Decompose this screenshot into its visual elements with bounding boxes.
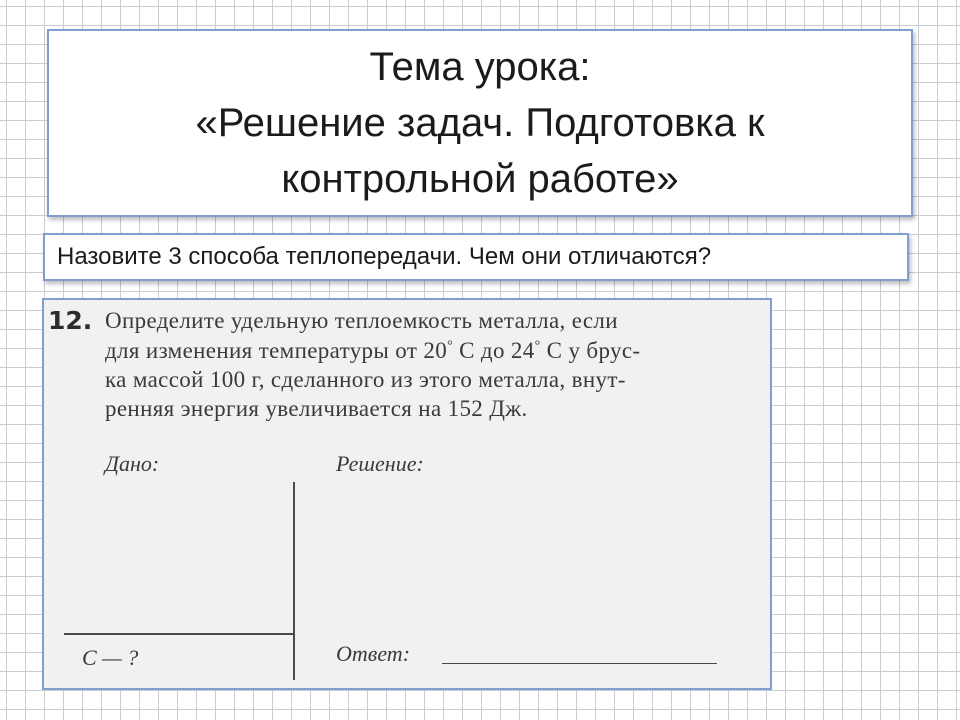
given-divider-vertical (293, 482, 295, 680)
solution-label: Решение: (336, 451, 424, 476)
degree-sign-1: ° (447, 338, 454, 354)
answer-label: Ответ: (336, 641, 411, 666)
unknown-quantity: C — ? (82, 645, 139, 670)
problem-card (42, 298, 772, 690)
given-label: Дано: (105, 451, 160, 476)
problem-number: 12. (48, 306, 93, 335)
degree-sign-2: ° (534, 338, 541, 354)
lesson-title-line-3: контрольной работе» (281, 157, 679, 201)
problem-line-3: ка массой 100 г, сделанного из этого металла, внут- (105, 367, 626, 392)
problem-line-2 (105, 338, 640, 364)
lesson-title-box (47, 29, 913, 217)
answer-line (442, 663, 717, 664)
problem-line-4: ренняя энергия увеличивается на 152 Дж. (105, 396, 528, 421)
lesson-title-line-1: Тема урока: (369, 45, 591, 89)
given-divider-horizontal (64, 633, 294, 635)
question-text: Назовите 3 способа теплопередачи. Чем они отличаются? (57, 243, 712, 270)
lesson-title-line-2: «Решение задач. Подготовка к (195, 101, 765, 145)
question-box (43, 233, 909, 281)
problem-line-2-part-a: для изменения температуры от 20 (105, 338, 448, 363)
problem-line-2-part-b: С до 24 (453, 338, 535, 363)
problem-line-2-part-c: С у брус- (540, 338, 641, 363)
problem-line-1: Определите удельную теплоемкость металла, если (105, 308, 618, 333)
